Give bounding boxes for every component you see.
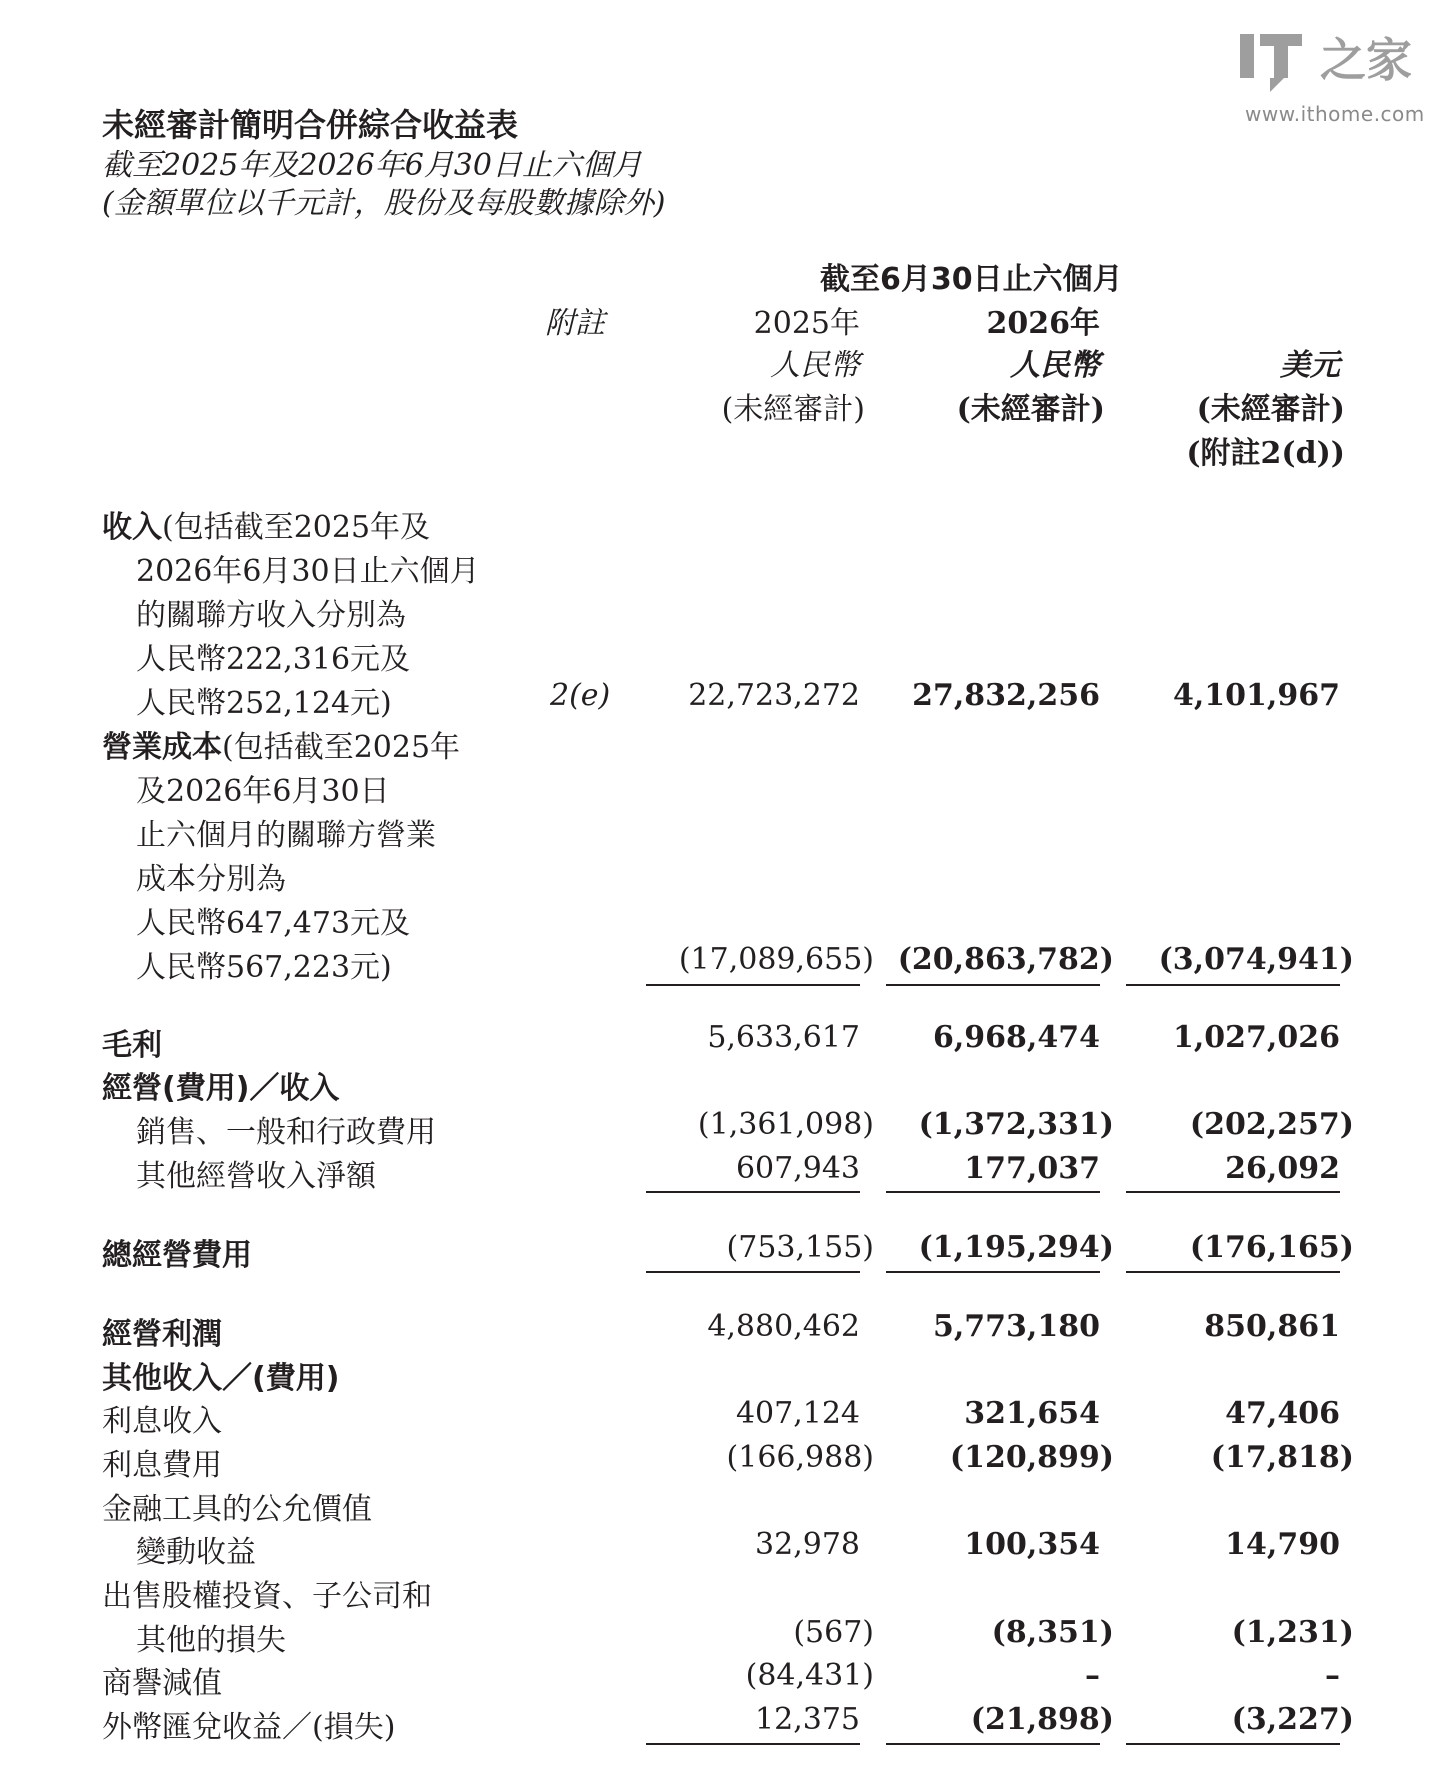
interest-income-2025: 407,124 — [735, 1396, 860, 1431]
fair-value-2026: 100,354 — [964, 1527, 1100, 1562]
gross-profit-usd: 1,027,026 — [1172, 1020, 1340, 1055]
operating-profit-label: 經營利潤 — [102, 1317, 222, 1352]
revenue-label-line: 2026年6月30日止六個月 — [136, 554, 480, 589]
cost-label-line: 止六個月的關聯方營業 — [136, 818, 436, 853]
total-opex-label: 總經營費用 — [102, 1238, 252, 1273]
operating-profit-2025: 4,880,462 — [707, 1309, 860, 1344]
statement-units: (金額單位以千元計，股份及每股數據除外) — [102, 186, 666, 221]
interest-income-2026: 321,654 — [964, 1396, 1100, 1431]
gross-profit-label: 毛利 — [102, 1028, 162, 1063]
note-column-header: 附註 — [545, 306, 605, 341]
revenue-label-line: 人民幣222,316元及 — [136, 642, 411, 677]
subtotal-rule — [646, 1191, 860, 1193]
disposal-loss-2026: (8,351) — [991, 1615, 1114, 1650]
unaudited-2025-header: (未經審計) — [721, 392, 865, 427]
interest-income-usd: 47,406 — [1225, 1396, 1340, 1431]
fx-gain-loss-2026: (21,898) — [970, 1702, 1114, 1737]
disposal-loss-label: 出售股權投資、子公司和 — [102, 1579, 432, 1614]
total-opex-usd: (176,165) — [1189, 1230, 1354, 1265]
sga-usd: (202,257) — [1189, 1107, 1354, 1142]
gross-profit-2025: 5,633,617 — [707, 1020, 860, 1055]
year-2026-header: 2026年 — [986, 306, 1100, 341]
disposal-loss-label-line: 其他的損失 — [136, 1623, 286, 1658]
other-income-section-label: 其他收入／(費用) — [102, 1361, 340, 1396]
interest-income-label: 利息收入 — [102, 1404, 222, 1439]
sga-2025: (1,361,098) — [697, 1107, 874, 1142]
subtotal-rule — [886, 1271, 1100, 1273]
cost-label-line: 人民幣567,223元) — [136, 950, 392, 985]
usd-note-header: (附註2(d)) — [1186, 436, 1345, 471]
subtotal-rule — [886, 1191, 1100, 1193]
cost-2026: (20,863,782) — [897, 942, 1114, 977]
revenue-usd: 4,101,967 — [1172, 678, 1340, 713]
revenue-2025: 22,723,272 — [688, 678, 860, 713]
other-op-income-2026: 177,037 — [964, 1151, 1100, 1186]
fx-gain-loss-2025: 12,375 — [755, 1702, 860, 1737]
statement-period: 截至2025年及2026年6月30日止六個月 — [102, 148, 642, 183]
cost-label: 營業成本(包括截至2025年 — [102, 730, 461, 765]
fx-gain-loss-label: 外幣匯兌收益／(損失) — [102, 1710, 396, 1745]
sga-label: 銷售、一般和行政費用 — [136, 1115, 436, 1150]
goodwill-impairment-2026: – — [1085, 1658, 1100, 1693]
revenue-label-line: 人民幣252,124元) — [136, 686, 392, 721]
interest-expense-2025: (166,988) — [726, 1440, 874, 1475]
currency-usd-header: 美元 — [1280, 348, 1340, 383]
subtotal-rule — [1126, 1271, 1340, 1273]
subtotal-rule — [646, 1271, 860, 1273]
goodwill-impairment-2025: (84,431) — [745, 1658, 874, 1693]
gross-profit-2026: 6,968,474 — [932, 1020, 1100, 1055]
unaudited-2026-header: (未經審計) — [956, 392, 1105, 427]
currency-2026-header: 人民幣 — [1010, 348, 1100, 383]
interest-expense-label: 利息費用 — [102, 1448, 222, 1483]
period-span-header: 截至6月30日止六個月 — [820, 262, 1123, 297]
fair-value-label-line: 變動收益 — [136, 1535, 256, 1570]
subtotal-rule — [646, 984, 860, 986]
subtotal-rule — [1126, 1191, 1340, 1193]
unaudited-usd-header: (未經審計) — [1196, 392, 1345, 427]
other-op-income-usd: 26,092 — [1225, 1151, 1340, 1186]
cost-2025: (17,089,655) — [678, 942, 874, 977]
operating-profit-2026: 5,773,180 — [932, 1309, 1100, 1344]
cost-label-line: 成本分別為 — [136, 862, 286, 897]
statement-title: 未經審計簡明合併綜合收益表 — [102, 106, 519, 144]
disposal-loss-2025: (567) — [793, 1615, 874, 1650]
total-opex-2026: (1,195,294) — [918, 1230, 1114, 1265]
year-2025-header: 2025年 — [753, 306, 860, 341]
revenue-label: 收入(包括截至2025年及 — [102, 510, 431, 545]
fair-value-2025: 32,978 — [755, 1527, 860, 1562]
disposal-loss-usd: (1,231) — [1231, 1615, 1354, 1650]
other-op-income-2025: 607,943 — [735, 1151, 860, 1186]
opex-section-label: 經營(費用)／收入 — [102, 1071, 340, 1106]
subtotal-rule — [886, 1743, 1100, 1745]
subtotal-rule — [1126, 1743, 1340, 1745]
cost-label-line: 及2026年6月30日 — [136, 774, 390, 809]
revenue-2026: 27,832,256 — [912, 678, 1100, 713]
svg-text:之家: 之家 — [1320, 33, 1412, 87]
goodwill-impairment-label: 商譽減值 — [102, 1666, 222, 1701]
goodwill-impairment-usd: – — [1325, 1658, 1340, 1693]
fx-gain-loss-usd: (3,227) — [1231, 1702, 1354, 1737]
currency-2025-header: 人民幣 — [770, 348, 860, 383]
cost-usd: (3,074,941) — [1158, 942, 1354, 977]
interest-expense-2026: (120,899) — [949, 1440, 1114, 1475]
subtotal-rule — [646, 1743, 860, 1745]
fair-value-usd: 14,790 — [1225, 1527, 1340, 1562]
sga-2026: (1,372,331) — [918, 1107, 1114, 1142]
interest-expense-usd: (17,818) — [1210, 1440, 1354, 1475]
total-opex-2025: (753,155) — [726, 1230, 874, 1265]
revenue-note: 2(e) — [550, 678, 611, 713]
operating-profit-usd: 850,861 — [1204, 1309, 1340, 1344]
other-op-income-label: 其他經營收入淨額 — [136, 1159, 376, 1194]
revenue-label-line: 的關聯方收入分別為 — [136, 598, 406, 633]
watermark-url: www.ithome.com — [1245, 102, 1425, 126]
subtotal-rule — [886, 984, 1100, 986]
subtotal-rule — [1126, 984, 1340, 986]
cost-label-line: 人民幣647,473元及 — [136, 906, 411, 941]
fair-value-label: 金融工具的公允價值 — [102, 1492, 372, 1527]
